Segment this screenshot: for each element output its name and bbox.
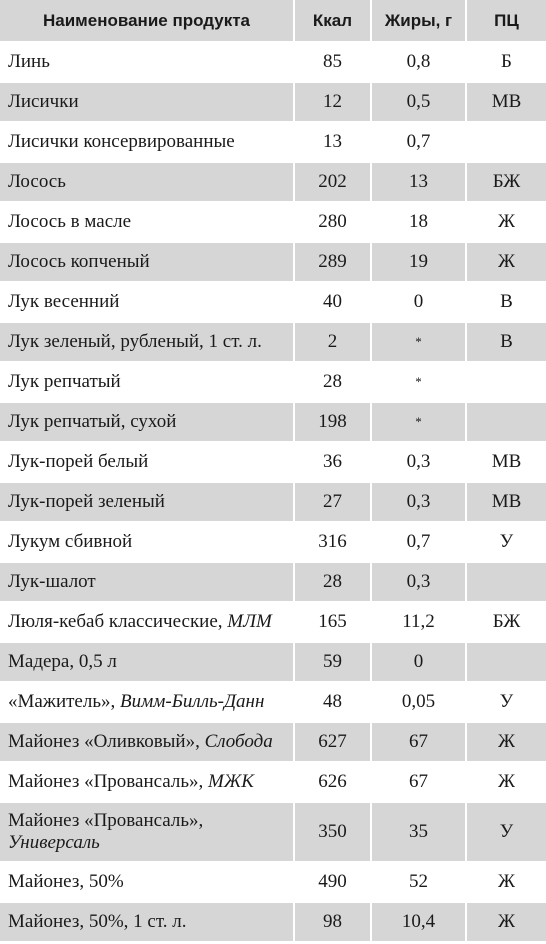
kcal-cell: 316 <box>294 522 371 562</box>
product-name-cell <box>0 522 294 562</box>
kcal-cell: 85 <box>294 42 371 82</box>
kcal-cell: 27 <box>294 482 371 522</box>
column-header-pc: ПЦ <box>466 0 546 42</box>
table-row <box>0 862 546 902</box>
kcal-cell: 280 <box>294 202 371 242</box>
pc-cell: БЖ <box>466 602 546 642</box>
fat-cell: 0,8 <box>371 42 466 82</box>
table-row <box>0 322 546 362</box>
kcal-cell: 490 <box>294 862 371 902</box>
fat-cell: 0,3 <box>371 562 466 602</box>
kcal-cell: 198 <box>294 402 371 442</box>
table-row <box>0 642 546 682</box>
fat-cell: 52 <box>371 862 466 902</box>
pc-cell: МВ <box>466 442 546 482</box>
fat-cell: 18 <box>371 202 466 242</box>
column-header-name: Наименование продукта <box>0 0 294 42</box>
kcal-cell: 627 <box>294 722 371 762</box>
fat-cell: 0,7 <box>371 122 466 162</box>
table-row <box>0 562 546 602</box>
table-row <box>0 802 546 862</box>
table-row <box>0 602 546 642</box>
product-name: Лук весенний <box>8 291 120 312</box>
product-name-cell <box>0 242 294 282</box>
fat-cell: 19 <box>371 242 466 282</box>
table-row <box>0 362 546 402</box>
fat-cell: 0 <box>371 282 466 322</box>
product-name-cell <box>0 642 294 682</box>
product-name-cell <box>0 282 294 322</box>
product-name: Лук-порей зеленый <box>8 491 165 512</box>
pc-cell: Ж <box>466 762 546 802</box>
kcal-cell: 28 <box>294 362 371 402</box>
product-brand: Универсаль <box>8 832 100 853</box>
fat-cell: 67 <box>371 722 466 762</box>
kcal-cell: 626 <box>294 762 371 802</box>
fat-cell: 11,2 <box>371 602 466 642</box>
kcal-cell: 36 <box>294 442 371 482</box>
product-name-cell <box>0 562 294 602</box>
table-body <box>0 42 546 941</box>
product-name: Лук репчатый <box>8 371 121 392</box>
product-name: Майонез «Оливковый», <box>8 731 205 752</box>
product-name-cell <box>0 902 294 941</box>
product-name: Мадера, 0,5 л <box>8 651 117 672</box>
product-name: Майонез «Провансаль», <box>8 810 204 831</box>
fat-cell: 0 <box>371 642 466 682</box>
product-name-cell <box>0 162 294 202</box>
column-header-kcal: Ккал <box>294 0 371 42</box>
table-row <box>0 762 546 802</box>
kcal-cell: 165 <box>294 602 371 642</box>
pc-cell <box>466 642 546 682</box>
kcal-cell: 48 <box>294 682 371 722</box>
kcal-cell: 350 <box>294 802 371 862</box>
table-row <box>0 42 546 82</box>
table-row <box>0 682 546 722</box>
table-row <box>0 402 546 442</box>
product-name-cell <box>0 762 294 802</box>
product-name: Люля-кебаб классические, <box>8 611 228 632</box>
table-row <box>0 902 546 941</box>
product-name: Линь <box>8 51 50 72</box>
product-name: Лосось в масле <box>8 211 132 232</box>
fat-cell: 67 <box>371 762 466 802</box>
kcal-cell: 202 <box>294 162 371 202</box>
pc-cell: У <box>466 682 546 722</box>
table-header <box>0 0 546 42</box>
product-name: Майонез, 50%, 1 ст. л. <box>8 911 187 932</box>
product-name-cell <box>0 322 294 362</box>
fat-cell: 0,5 <box>371 82 466 122</box>
product-name-cell <box>0 862 294 902</box>
fat-cell: 35 <box>371 802 466 862</box>
header-row <box>0 0 546 42</box>
pc-cell: МВ <box>466 482 546 522</box>
product-name: Лук-шалот <box>8 571 96 592</box>
product-name-cell <box>0 122 294 162</box>
table-row <box>0 442 546 482</box>
kcal-cell: 40 <box>294 282 371 322</box>
kcal-cell: 28 <box>294 562 371 602</box>
pc-cell: Ж <box>466 202 546 242</box>
table-row <box>0 522 546 562</box>
product-name-cell <box>0 602 294 642</box>
pc-cell: БЖ <box>466 162 546 202</box>
product-name: «Мажитель», <box>8 691 121 712</box>
pc-cell <box>466 122 546 162</box>
kcal-cell: 98 <box>294 902 371 941</box>
pc-cell: МВ <box>466 82 546 122</box>
product-name: Лосось <box>8 171 66 192</box>
kcal-cell: 13 <box>294 122 371 162</box>
table-row <box>0 242 546 282</box>
product-name-cell <box>0 802 294 862</box>
product-name: Лук-порей белый <box>8 451 149 472</box>
product-brand: Слобода <box>204 731 273 752</box>
product-name-cell <box>0 722 294 762</box>
product-name-cell <box>0 682 294 722</box>
kcal-cell: 2 <box>294 322 371 362</box>
product-brand: МЖК <box>208 771 254 792</box>
product-brand: МЛМ <box>227 611 272 632</box>
product-brand: Вимм-Билль-Данн <box>120 691 265 712</box>
product-name: Лукум сбивной <box>8 531 133 552</box>
pc-cell: Ж <box>466 902 546 941</box>
product-name-cell <box>0 82 294 122</box>
table-row <box>0 282 546 322</box>
table-row <box>0 482 546 522</box>
kcal-cell: 12 <box>294 82 371 122</box>
pc-cell: В <box>466 282 546 322</box>
fat-cell: 0,7 <box>371 522 466 562</box>
table-row <box>0 202 546 242</box>
product-name-cell <box>0 362 294 402</box>
product-name-cell <box>0 442 294 482</box>
pc-cell: В <box>466 322 546 362</box>
kcal-cell: 59 <box>294 642 371 682</box>
product-name-cell <box>0 202 294 242</box>
pc-cell: Ж <box>466 242 546 282</box>
product-name: Майонез «Провансаль», <box>8 771 209 792</box>
table-row <box>0 122 546 162</box>
fat-cell: * <box>371 402 466 442</box>
column-header-fat: Жиры, г <box>371 0 466 42</box>
fat-cell: * <box>371 322 466 362</box>
pc-cell: Б <box>466 42 546 82</box>
pc-cell <box>466 402 546 442</box>
pc-cell: Ж <box>466 722 546 762</box>
table-row <box>0 162 546 202</box>
fat-cell: 0,05 <box>371 682 466 722</box>
product-name: Лук репчатый, сухой <box>8 411 177 432</box>
pc-cell: У <box>466 802 546 862</box>
product-name: Майонез, 50% <box>8 871 124 892</box>
fat-cell: 13 <box>371 162 466 202</box>
product-name: Лосось копченый <box>8 251 150 272</box>
product-name: Лисички консервированные <box>8 131 235 152</box>
pc-cell: У <box>466 522 546 562</box>
fat-cell: 10,4 <box>371 902 466 941</box>
pc-cell: Ж <box>466 862 546 902</box>
fat-cell: * <box>371 362 466 402</box>
product-name-cell <box>0 482 294 522</box>
pc-cell <box>466 362 546 402</box>
product-name: Лисички <box>8 91 79 112</box>
table-row <box>0 82 546 122</box>
product-name-cell <box>0 402 294 442</box>
fat-cell: 0,3 <box>371 442 466 482</box>
table-row <box>0 722 546 762</box>
kcal-cell: 289 <box>294 242 371 282</box>
fat-cell: 0,3 <box>371 482 466 522</box>
product-name: Лук зеленый, рубленый, 1 ст. л. <box>8 331 262 352</box>
pc-cell <box>466 562 546 602</box>
product-name-cell <box>0 42 294 82</box>
